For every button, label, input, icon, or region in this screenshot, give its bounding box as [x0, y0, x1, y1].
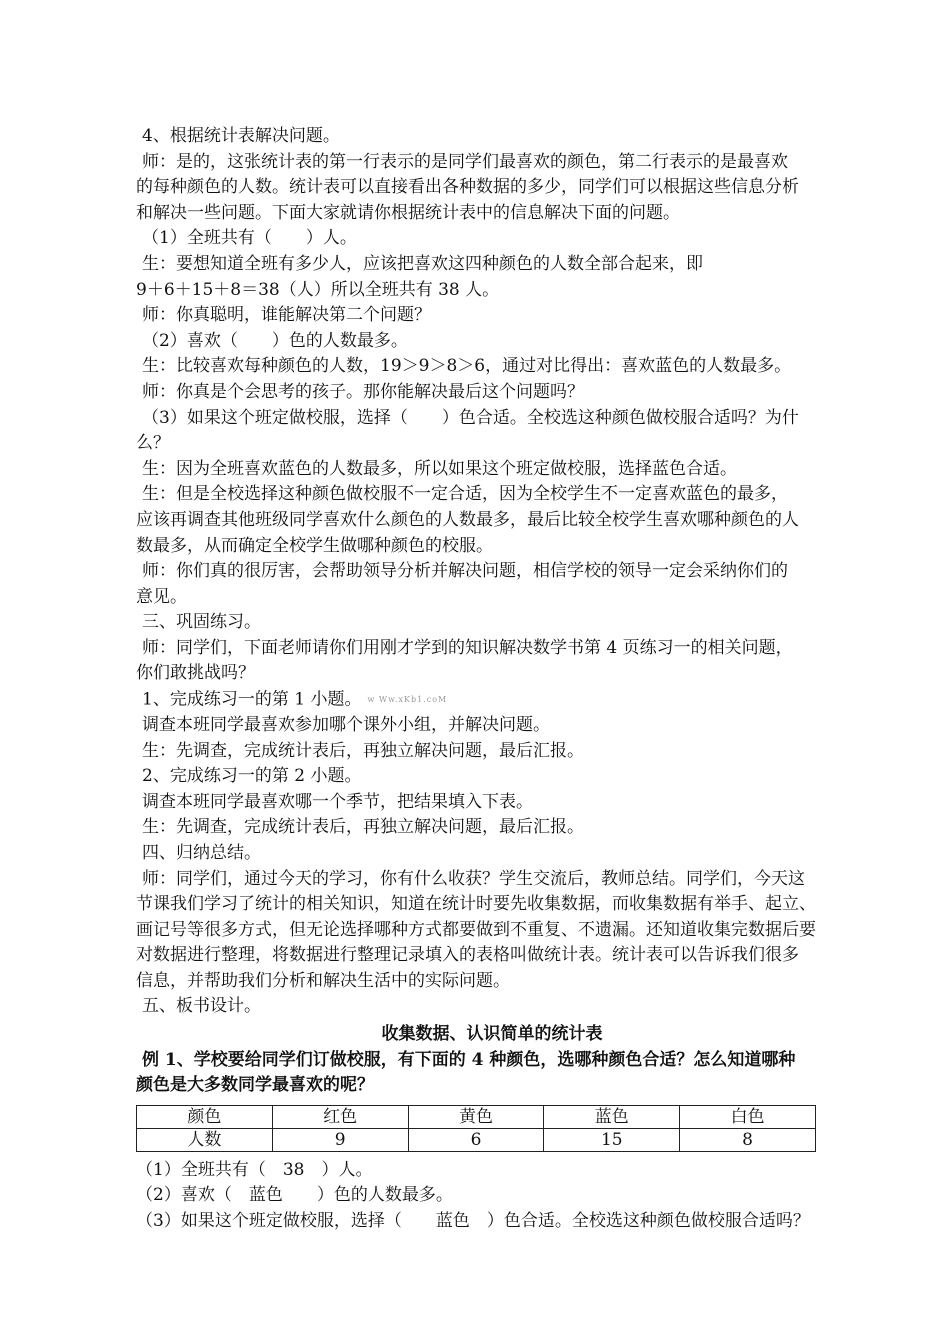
paragraph-line: 生：要想知道全班有多少人，应该把喜欢这四种颜色的人数全部合起来，即: [142, 253, 703, 274]
paragraph-line: 师：你们真的很厉害，会帮助领导分析并解决问题，相信学校的领导一定会采纳你们的: [142, 561, 788, 582]
paragraph-line: 数最多，从而确定全校学生做哪种颜色的校服。: [136, 535, 493, 556]
section-heading: 三、巩固练习。: [142, 612, 261, 633]
paragraph-line: 调查本班同学最喜欢哪一个季节，把结果填入下表。: [142, 791, 533, 812]
section-heading: 五、板书设计。: [142, 996, 261, 1017]
board-title: 收集数据、认识简单的统计表: [381, 1024, 603, 1045]
table-cell: 8: [680, 1128, 816, 1151]
paragraph-line: 生：比较喜欢每种颜色的人数，19＞9＞8＞6，通过对比得出：喜欢蓝色的人数最多。: [142, 356, 792, 377]
statistics-table: [136, 1105, 816, 1152]
paragraph-line: 师：你真聪明，谁能解决第二个问题？: [142, 305, 431, 326]
paragraph-line: 生：先调查，完成统计表后，再独立解决问题，最后汇报。: [142, 817, 584, 838]
paragraph-line: 师：是的，这张统计表的第一行表示的是同学们最喜欢的颜色，第二行表示的是最喜欢: [142, 151, 788, 172]
section-heading: 四、归纳总结。: [142, 842, 261, 863]
paragraph-line: 9＋6＋15＋8＝38（人）所以全班共有 38 人。: [136, 279, 500, 300]
document-page: [136, 124, 848, 1235]
paragraph-line: 画记号等很多方式，但无论选择哪种方式都要做到不重复、不遗漏。还知道收集完数据后要: [136, 919, 816, 940]
paragraph-line: 师：同学们，通过今天的学习，你有什么收获？学生交流后，教师总结。同学们，今天这: [142, 868, 805, 889]
paragraph-line: 生：因为全班喜欢蓝色的人数最多，所以如果这个班定做校服，选择蓝色合适。: [142, 458, 737, 479]
table-cell: 黄色: [408, 1105, 544, 1128]
paragraph-line: 的每种颜色的人数。统计表可以直接看出各种数据的多少，同学们可以根据这些信息分析: [136, 177, 799, 198]
paragraph-line: 生：先调查，完成统计表后，再独立解决问题，最后汇报。: [142, 740, 584, 761]
paragraph-line: 师：同学们，下面老师请你们用刚才学到的知识解决数学书第 4 页练习一的相关问题，: [142, 637, 793, 658]
paragraph-line: 师：你真是个会思考的孩子。那你能解决最后这个问题吗？: [142, 381, 584, 402]
table-row: [137, 1128, 816, 1151]
paragraph-line: 你们敢挑战吗？: [136, 663, 255, 684]
table-cell: 6: [408, 1128, 544, 1151]
paragraph-line: 调查本班同学最喜欢参加哪个课外小组，并解决问题。: [142, 714, 550, 735]
example-line: 例 1、学校要给同学们订做校服，有下面的 4 种颜色，选哪种颜色合适？怎么知道哪种: [142, 1049, 796, 1070]
table-cell: 蓝色: [544, 1105, 680, 1128]
answer-line: （2）喜欢（ 蓝色 ）色的人数最多。: [136, 1185, 453, 1206]
answer-line: （3）如果这个班定做校服，选择（ 蓝色 ）色合适。全校选这种颜色做校服合适吗？: [136, 1211, 810, 1232]
table-cell: 15: [544, 1128, 680, 1151]
table-cell: 红色: [272, 1105, 408, 1128]
watermark-text: w Ww.xKb1.coM: [367, 695, 448, 705]
paragraph-line: 么？: [136, 433, 170, 454]
table-cell: 白色: [680, 1105, 816, 1128]
exercise-line: [136, 687, 848, 713]
table-cell: 颜色: [137, 1105, 273, 1128]
table-cell: 9: [272, 1128, 408, 1151]
question-line: （1）全班共有（ ）人。: [142, 228, 357, 249]
paragraph-line: 应该再调查其他班级同学喜欢什么颜色的人数最多，最后比较全校学生喜欢哪种颜色的人: [136, 509, 799, 530]
exercise-line: 2、完成练习一的第 2 小题。: [142, 766, 362, 787]
question-line: （2）喜欢（ ）色的人数最多。: [142, 330, 408, 351]
paragraph-line: 生：但是全校选择这种颜色做校服不一定合适，因为全校学生不一定喜欢蓝色的最多，: [142, 484, 788, 505]
paragraph-line: 和解决一些问题。下面大家就请你根据统计表中的信息解决下面的问题。: [136, 202, 680, 223]
table-header-row: [137, 1105, 816, 1128]
paragraph-line: 信息，并帮助我们分析和解决生活中的实际问题。: [136, 970, 510, 991]
paragraph-line: 意见。: [136, 586, 187, 607]
paragraph-line: 对数据进行整理，将数据进行整理记录填入的表格叫做统计表。统计表可以告诉我们很多: [136, 945, 799, 966]
answer-line: （1）全班共有（ 38 ）人。: [136, 1159, 373, 1180]
table-cell: 人数: [137, 1128, 273, 1151]
example-line: 颜色是大多数同学最喜欢的呢？: [136, 1075, 374, 1096]
paragraph-line: 节课我们学习了统计的相关知识，知道在统计时要先收集数据，而收集数据有举手、起立、: [136, 894, 816, 915]
question-line: （3）如果这个班定做校服，选择（ ）色合适。全校选这种颜色做校服合适吗？为什: [142, 407, 799, 428]
exercise-text: 1、完成练习一的第 1 小题。: [142, 689, 362, 710]
section-heading: 4、根据统计表解决问题。: [142, 126, 340, 146]
